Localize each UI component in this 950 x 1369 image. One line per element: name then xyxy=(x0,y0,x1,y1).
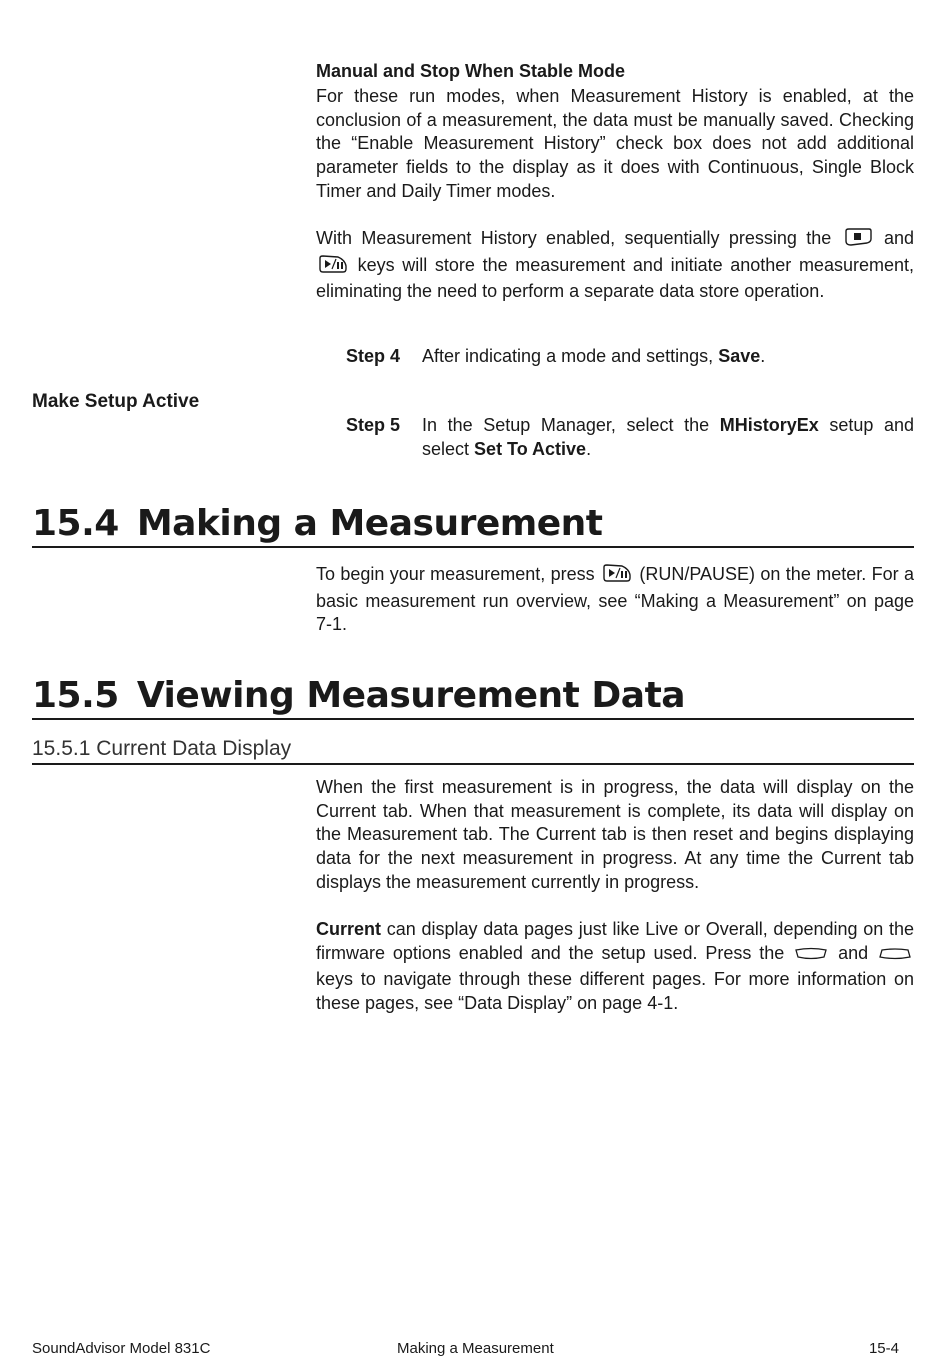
footer-center: Making a Measurement xyxy=(397,1340,554,1357)
section-title-text: Making a Measurement xyxy=(136,503,603,544)
step-text-end: . xyxy=(586,438,592,459)
step-number: Step 4 xyxy=(346,346,401,366)
section-title-15-4 xyxy=(32,502,914,548)
paragraph-manual-stop-1: For these run modes, when Measurement History is enabled, at the conclusion of a measurement, the data must be manually saved. Checking the “Enable Measurement History” check box does not add additional parameter fields to the display as it does with Continuous, Single Block Timer and Daily Timer modes. xyxy=(316,86,914,201)
subheading-manual-stop: Manual and Stop When Stable Mode xyxy=(316,61,626,81)
section-number: 15.4 xyxy=(32,503,119,544)
paragraph-text-bold: Current xyxy=(316,919,382,939)
step-text-plain: setup and select xyxy=(422,415,914,459)
paragraph-manual-stop-2 xyxy=(316,227,914,304)
section-number: 15.5 xyxy=(32,675,119,716)
side-label-make-setup-active: Make Setup Active xyxy=(32,391,200,412)
up-key-icon xyxy=(794,945,828,969)
step-text xyxy=(422,345,914,369)
step-text-plain: In the Setup Manager, select the xyxy=(422,415,710,435)
section-title-15-5 xyxy=(32,674,914,720)
step-text-bold: Save xyxy=(718,346,761,366)
step-text-bold: Set To Active xyxy=(474,438,587,459)
run-pause-key-icon xyxy=(602,563,632,590)
step-number: Step 5 xyxy=(346,415,401,435)
subsection-title-15-5-1: 15.5.1 Current Data Display xyxy=(32,735,914,765)
down-key-icon xyxy=(878,945,912,969)
step-text-end: . xyxy=(760,346,766,366)
step-text-bold: MHistoryEx xyxy=(719,415,819,435)
stop-key-icon xyxy=(843,227,873,254)
section-title-text: Viewing Measurement Data xyxy=(136,675,686,716)
paragraph-text: (RUN/PAUSE) on the meter. For a basic measurement run overview, see “Making a Measurement” on page 7-1. xyxy=(316,564,914,635)
paragraph-current-data-1: When the first measurement is in progress, the data will display on the Current tab. When that measurement is complete, its data will display on the Measurement tab. The Current tab is then reset and begins displaying data for the next measurement in progress. At any time the Current tab displays the measurement currently in progress. xyxy=(316,777,914,892)
paragraph-text: keys to navigate through these different pages. For more information on these pages, see “Data Display” on page 4-1. xyxy=(316,969,914,1014)
run-pause-key-icon xyxy=(318,254,348,281)
footer-left: SoundAdvisor Model 831C xyxy=(32,1340,211,1357)
paragraph-current-data-2 xyxy=(316,918,914,1016)
paragraph-text: keys will store the measurement and initiate another measurement, eliminating the need to perform a separate data store operation. xyxy=(316,254,914,302)
step-text xyxy=(422,414,914,461)
paragraph-text: To begin your measurement, press xyxy=(316,564,595,584)
footer-page-number: 15-4 xyxy=(868,1340,899,1357)
paragraph-text: With Measurement History enabled, sequentially pressing the xyxy=(316,228,832,248)
paragraph-text: and xyxy=(838,942,869,963)
paragraph-text: can display data pages just like Live or Overall, depending on the firmware options enabled and the setup used. Press the xyxy=(316,919,914,963)
paragraph-text: and xyxy=(883,228,914,248)
paragraph-making-measurement xyxy=(316,563,914,637)
step-text-plain: After indicating a mode and settings, xyxy=(422,346,714,366)
